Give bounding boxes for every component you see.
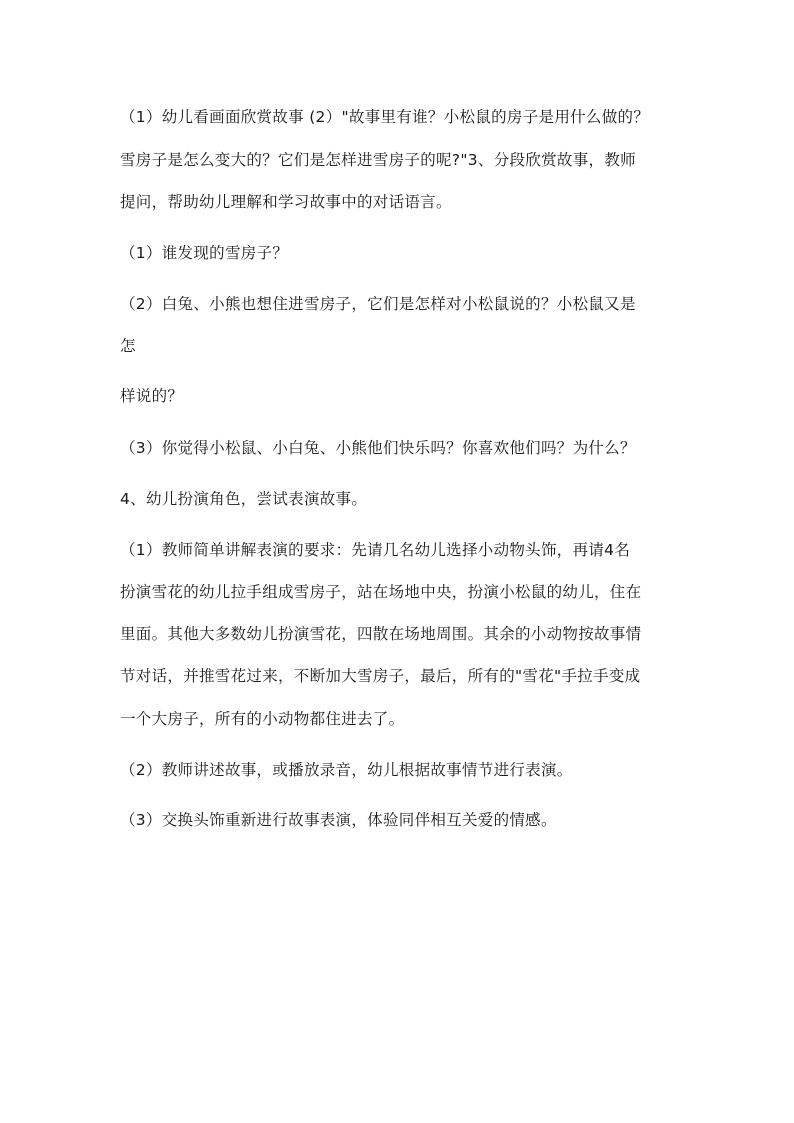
text-line: （2）教师讲述故事，或播放录音，幼儿根据故事情节进行表演。 [120, 761, 573, 779]
text-line: 节对话，并推雪花过来，不断加大雪房子，最后，所有的"雪花"手拉手变成 [120, 667, 641, 685]
text-line: 怎 [120, 337, 136, 355]
text-line: 扮演雪花的幼儿拉手组成雪房子，站在场地中央，扮演小松鼠的幼儿，住在 [120, 583, 642, 601]
text-line: （1）教师简单讲解表演的要求：先请几名幼儿选择小动物头饰，再请4名 [120, 541, 631, 559]
text-line: （1）谁发现的雪房子？ [120, 244, 289, 262]
text-line: 一个大房子，所有的小动物都住进去了。 [120, 710, 405, 728]
text-line: 提问，帮助幼儿理解和学习故事中的对话语言。 [120, 193, 452, 211]
text-line: （3）交换头饰重新进行故事表演，体验同伴相互关爱的情感。 [120, 811, 557, 829]
text-line: 里面。其他大多数幼儿扮演雪花，四散在场地周围。其余的小动物按故事情 [120, 625, 642, 643]
text-line: 4、幼儿扮演角色，尝试表演故事。 [120, 490, 368, 508]
text-line: 样说的？ [120, 387, 184, 405]
text-line: （2）白兔、小熊也想住进雪房子，它们是怎样对小松鼠说的？小松鼠又是 [120, 295, 636, 313]
text-line: 雪房子是怎么变大的？它们是怎样进雪房子的呢?"3、分段欣赏故事，教师 [120, 151, 636, 169]
text-line: （3）你觉得小松鼠、小白兔、小熊他们快乐吗？你喜欢他们吗？为什么？ [120, 439, 636, 457]
text-line: （1）幼儿看画面欣赏故事 (2）"故事里有谁？小松鼠的房子是用什么做的？ [120, 108, 650, 126]
